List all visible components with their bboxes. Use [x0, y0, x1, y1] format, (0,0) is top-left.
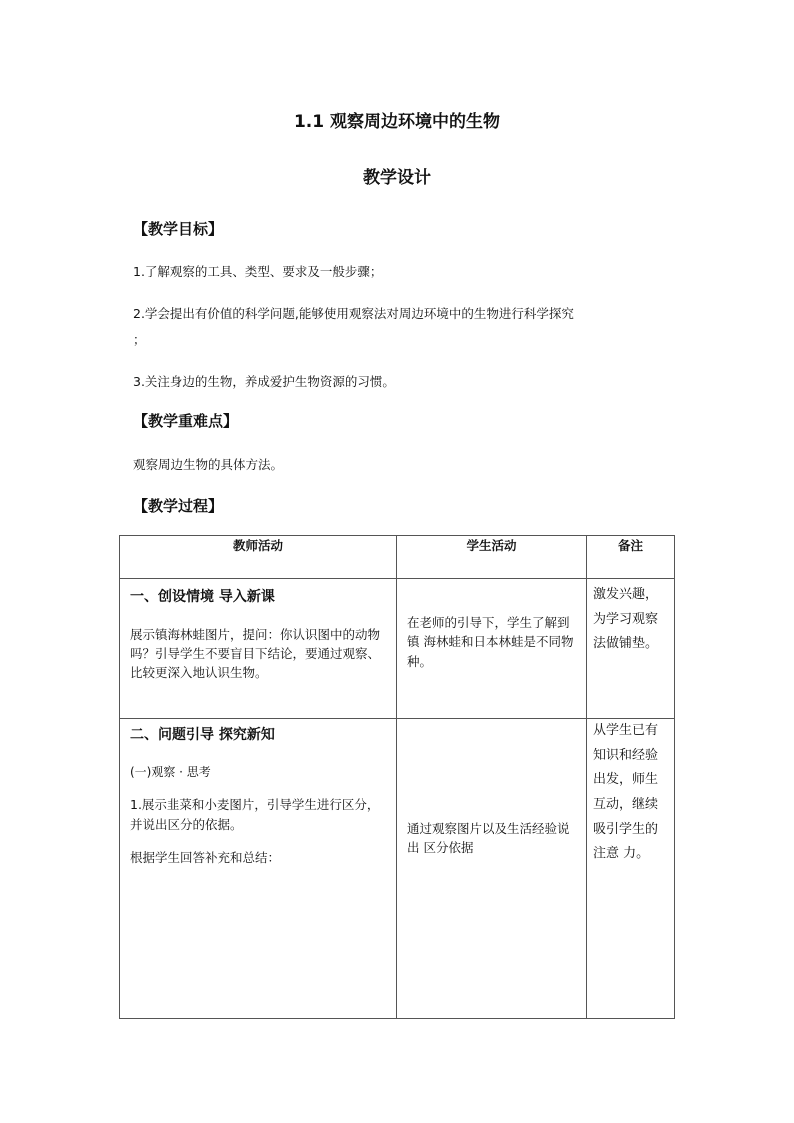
note-cell	[587, 579, 675, 719]
stage-title: 一、创设情境 导入新课	[130, 589, 275, 605]
teacher-activity-cell	[120, 719, 397, 1019]
goal-item: 3.关注身边的生物，养成爱护生物资源的习惯。	[133, 374, 395, 389]
keypoints-text: 观察周边生物的具体方法。	[133, 457, 284, 472]
goal-item: 2.学会提出有价值的科学问题,能够使用观察法对周边环境中的生物进行科学探究	[133, 306, 574, 321]
column-header: 备注	[587, 536, 675, 579]
process-table	[119, 535, 675, 1019]
document-subtitle: 教学设计	[363, 168, 431, 188]
student-activity-cell	[397, 719, 587, 1019]
goal-item-continuation: ；	[133, 332, 146, 347]
student-activity-text: 通过观察图片以及生活经验说出 区分依据	[407, 821, 570, 856]
note-cell	[587, 719, 675, 1019]
teacher-activity-text: 1.展示韭菜和小麦图片，引导学生进行区分，并说出区分的依据。	[130, 797, 380, 832]
keypoints-heading: 【教学重难点】	[133, 412, 239, 430]
student-activity-cell	[397, 579, 587, 719]
teacher-activity-text: 根据学生回答补充和总结：	[130, 850, 281, 866]
column-header: 学生活动	[397, 536, 587, 579]
column-header: 教师活动	[120, 536, 397, 579]
goal-item: 1.了解观察的工具、类型、要求及一般步骤；	[133, 264, 383, 279]
table-row	[120, 579, 675, 719]
student-activity-text: 在老师的引导下，学生了解到镇 海林蛙和日本林蛙是不同物种。	[407, 615, 574, 669]
table-row	[120, 719, 675, 1019]
table-header-row	[120, 536, 675, 579]
note-text: 激发兴趣，为学习观察法做铺垫。	[593, 587, 659, 652]
teacher-activity-cell	[120, 579, 397, 719]
process-heading: 【教学过程】	[133, 497, 224, 515]
teacher-activity-text: 展示镇海林蛙图片，提问：你认识图中的动物吗？引导学生不要盲目下结论，要通过观察、比较更深入地认识生物。	[130, 626, 381, 681]
goals-heading: 【教学目标】	[133, 220, 224, 238]
sub-stage-title: (一)观察 · 思考	[130, 764, 211, 779]
document-title: 1.1 观察周边环境中的生物	[293, 112, 501, 132]
note-text: 从学生已有知识和经验出发，师生互动，继续吸引学生的注意 力。	[593, 723, 659, 862]
stage-title: 二、问题引导 探究新知	[130, 727, 275, 743]
